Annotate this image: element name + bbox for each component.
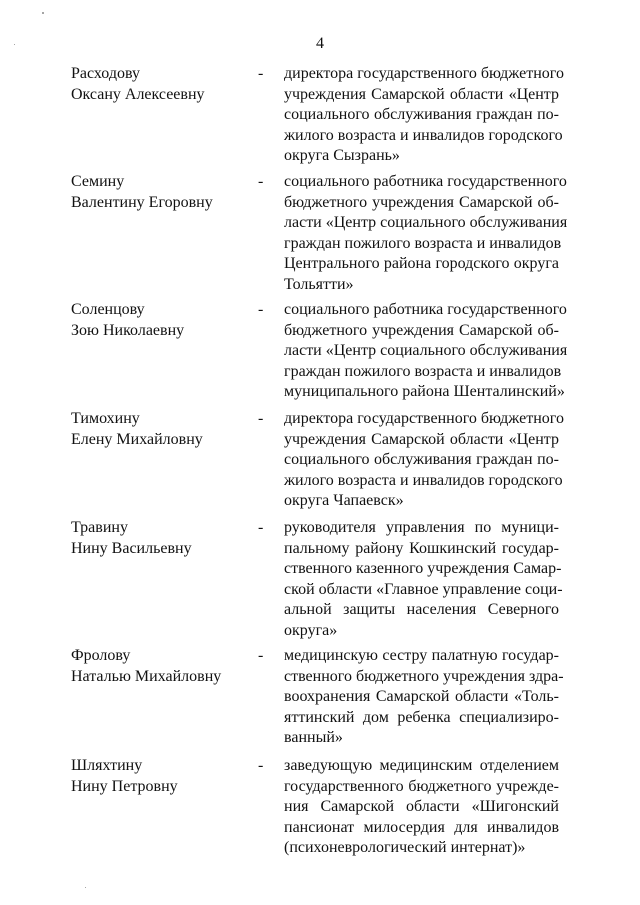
person-name bbox=[71, 300, 251, 341]
description-line: граждан пожилого возраста и инвалидов bbox=[284, 234, 562, 252]
position-description bbox=[284, 409, 564, 512]
given-names: Валентину Егоровну bbox=[71, 193, 213, 211]
position-description bbox=[284, 300, 568, 403]
surname: Травину bbox=[71, 519, 128, 536]
scan-speck bbox=[85, 887, 86, 888]
description-line: медицинскую сестру палатную государ- bbox=[284, 647, 559, 664]
description-line: жилого возраста и инвалидов городского bbox=[284, 471, 563, 489]
description-line: муниципального района Шенталинский» bbox=[284, 383, 565, 400]
description-line: социального работника государственного bbox=[284, 173, 567, 190]
person-name bbox=[71, 518, 251, 559]
description-line: граждан пожилого возраста и инвалидов bbox=[284, 362, 562, 380]
description-line: воохранения Самарской области «Толь- bbox=[284, 688, 559, 705]
dash-separator: - bbox=[258, 65, 264, 82]
scan-speck bbox=[42, 12, 44, 14]
person-name bbox=[71, 64, 251, 105]
person-name bbox=[71, 409, 251, 450]
position-description bbox=[284, 64, 564, 167]
surname: Расходову bbox=[71, 65, 140, 82]
given-names: Зою Николаевну bbox=[71, 321, 185, 339]
dash-separator: - bbox=[258, 757, 264, 774]
description-line: социального обслуживания граждан по- bbox=[284, 451, 559, 468]
description-line: ственного казенного учреждения Самар- bbox=[284, 560, 562, 577]
dash-separator: - bbox=[258, 301, 264, 318]
given-names: Елену Михайловну bbox=[71, 430, 203, 448]
dash-separator: - bbox=[258, 173, 264, 190]
description-line: округа» bbox=[284, 621, 338, 639]
description-line: руководителя управления по муници- bbox=[284, 519, 559, 536]
surname: Тимохину bbox=[71, 410, 140, 427]
surname: Шляхтину bbox=[71, 757, 143, 774]
description-line: округа Чапаевск» bbox=[284, 492, 404, 509]
description-line: яттинский дом ребенка специализиро- bbox=[284, 708, 559, 726]
description-line: социального обслуживания граждан по- bbox=[284, 106, 559, 123]
description-line: ния Самарской области «Шигонский bbox=[284, 798, 559, 815]
position-description bbox=[284, 646, 564, 749]
description-line: пальному району Кошкинский государ- bbox=[284, 539, 559, 557]
position-description bbox=[284, 172, 568, 295]
scan-speck bbox=[14, 44, 15, 45]
description-line: (психоневрологический интернат)» bbox=[284, 839, 526, 856]
description-line: ласти «Центр социального обслуживания bbox=[284, 342, 568, 359]
dash-separator: - bbox=[258, 647, 264, 664]
description-line: заведующую медицинским отделением bbox=[284, 757, 559, 774]
description-line: ственного бюджетного учреждения здра- bbox=[284, 667, 564, 685]
dash-separator: - bbox=[258, 410, 264, 427]
person-name bbox=[71, 756, 251, 797]
description-line: директора государственного бюджетного bbox=[284, 65, 564, 82]
surname: Соленцову bbox=[71, 301, 145, 318]
description-line: бюджетного учреждения Самарской об- bbox=[284, 193, 559, 211]
description-line: государственного бюджетного учрежде- bbox=[284, 777, 559, 795]
description-line: Центрального района городского округа bbox=[284, 255, 559, 272]
description-line: Тольятти» bbox=[284, 275, 354, 293]
description-line: ской области «Главное управление соци- bbox=[284, 580, 563, 598]
description-line: ванный» bbox=[284, 729, 343, 746]
surname: Фролову bbox=[71, 647, 131, 664]
surname: Семину bbox=[71, 173, 125, 190]
description-line: округа Сызрань» bbox=[284, 147, 400, 164]
person-name bbox=[71, 646, 251, 687]
description-line: учреждения Самарской области «Центр bbox=[284, 85, 559, 103]
description-line: директора государственного бюджетного bbox=[284, 410, 564, 427]
person-name bbox=[71, 172, 251, 213]
given-names: Нину Васильевну bbox=[71, 539, 192, 557]
description-line: бюджетного учреждения Самарской об- bbox=[284, 321, 559, 339]
dash-separator: - bbox=[258, 519, 264, 536]
description-line: пансионат милосердия для инвалидов bbox=[284, 818, 559, 836]
description-line: ласти «Центр социального обслуживания bbox=[284, 214, 568, 231]
description-line: жилого возраста и инвалидов городского bbox=[284, 126, 563, 144]
given-names: Нину Петровну bbox=[71, 777, 178, 795]
given-names: Оксану Алексеевну bbox=[71, 85, 205, 103]
page-number: 4 bbox=[316, 35, 324, 52]
position-description bbox=[284, 756, 559, 859]
position-description bbox=[284, 518, 563, 641]
description-line: учреждения Самарской области «Центр bbox=[284, 430, 559, 448]
description-line: социального работника государственного bbox=[284, 301, 567, 318]
description-line: альной защиты населения Северного bbox=[284, 601, 559, 618]
given-names: Наталью Михайловну bbox=[71, 667, 222, 685]
